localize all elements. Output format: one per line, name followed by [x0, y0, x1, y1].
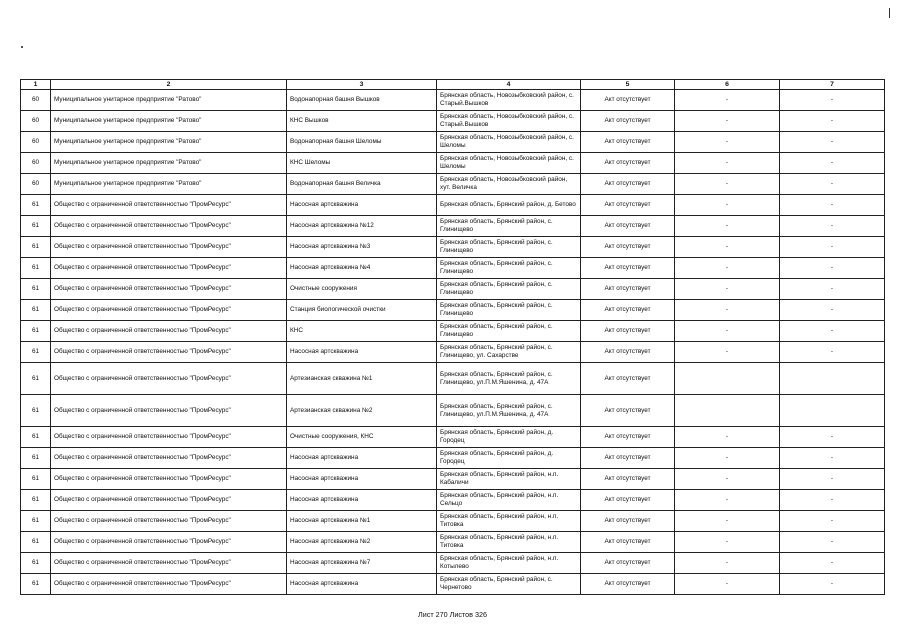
object-name: КНС — [287, 321, 437, 342]
table-row — [21, 195, 885, 216]
act-status: Акт отсутствует — [581, 469, 675, 490]
header-cell: 6 — [675, 80, 780, 90]
act-status: Акт отсутствует — [581, 427, 675, 448]
row-number: 61 — [21, 279, 51, 300]
table-row — [21, 111, 885, 132]
scan-speck — [21, 46, 23, 48]
object-address: Брянская область, Брянский район, с. Глинищево, ул.П.М.Яшенина, д. 47А — [437, 395, 581, 427]
object-address: Брянская область, Брянский район, н.п. Сельцо — [437, 490, 581, 511]
organization-name: Муниципальное унитарное предприятие "Ратово" — [51, 90, 287, 111]
act-status: Акт отсутствует — [581, 174, 675, 195]
organization-name: Муниципальное унитарное предприятие "Ратово" — [51, 111, 287, 132]
row-number: 60 — [21, 153, 51, 174]
row-number: 60 — [21, 174, 51, 195]
object-address: Брянская область, Новозыбковский район, хут. Величка — [437, 174, 581, 195]
column-7-value: - — [780, 574, 885, 595]
table-body — [21, 90, 885, 595]
act-status: Акт отсутствует — [581, 532, 675, 553]
act-status: Акт отсутствует — [581, 279, 675, 300]
organization-name: Муниципальное унитарное предприятие "Ратово" — [51, 132, 287, 153]
object-address: Брянская область, Брянский район, с. Глинищево — [437, 237, 581, 258]
column-6-value: - — [675, 174, 780, 195]
table-row — [21, 174, 885, 195]
row-number: 60 — [21, 132, 51, 153]
organization-name: Общество с ограниченной ответственностью "ПромРесурс" — [51, 195, 287, 216]
act-status: Акт отсутствует — [581, 216, 675, 237]
object-name: Водонапорная башня Величка — [287, 174, 437, 195]
page-footer: Лист 270 Листов 326 — [418, 610, 487, 619]
act-status: Акт отсутствует — [581, 321, 675, 342]
column-7-value: - — [780, 174, 885, 195]
row-number: 61 — [21, 300, 51, 321]
column-6-value: - — [675, 216, 780, 237]
table-row — [21, 511, 885, 532]
organization-name: Общество с ограниченной ответственностью "ПромРесурс" — [51, 342, 287, 363]
object-name: Артезианская скважина №2 — [287, 395, 437, 427]
object-address: Брянская область, Новозыбковский район, с. Шеломы — [437, 132, 581, 153]
column-7-value: - — [780, 237, 885, 258]
row-number: 61 — [21, 469, 51, 490]
organization-name: Общество с ограниченной ответственностью "ПромРесурс" — [51, 300, 287, 321]
act-status: Акт отсутствует — [581, 90, 675, 111]
column-7-value: - — [780, 427, 885, 448]
row-number: 61 — [21, 363, 51, 395]
object-name: Насосная артскважина — [287, 574, 437, 595]
organization-name: Общество с ограниченной ответственностью "ПромРесурс" — [51, 448, 287, 469]
row-number: 60 — [21, 111, 51, 132]
table-row — [21, 553, 885, 574]
object-address: Брянская область, Брянский район, н.п. Титовка — [437, 511, 581, 532]
table-row — [21, 279, 885, 300]
registry-table — [20, 79, 885, 595]
column-6-value — [675, 395, 780, 427]
object-name: Насосная артскважина №7 — [287, 553, 437, 574]
column-7-value: - — [780, 321, 885, 342]
column-7-value: - — [780, 216, 885, 237]
act-status: Акт отсутствует — [581, 553, 675, 574]
table-row — [21, 427, 885, 448]
object-name: Насосная артскважина №12 — [287, 216, 437, 237]
object-address: Брянская область, Брянский район, с. Глинищево — [437, 279, 581, 300]
column-7-value: - — [780, 111, 885, 132]
column-6-value: - — [675, 321, 780, 342]
table-row — [21, 90, 885, 111]
header-cell: 5 — [581, 80, 675, 90]
column-7-value: - — [780, 490, 885, 511]
column-6-value: - — [675, 300, 780, 321]
column-6-value: - — [675, 553, 780, 574]
row-number: 61 — [21, 532, 51, 553]
row-number: 61 — [21, 216, 51, 237]
column-6-value: - — [675, 532, 780, 553]
organization-name: Общество с ограниченной ответственностью "ПромРесурс" — [51, 279, 287, 300]
header-cell: 7 — [780, 80, 885, 90]
column-7-value: - — [780, 342, 885, 363]
object-name: Очистные сооружения — [287, 279, 437, 300]
organization-name: Муниципальное унитарное предприятие "Ратово" — [51, 153, 287, 174]
row-number: 61 — [21, 195, 51, 216]
column-7-value: - — [780, 258, 885, 279]
object-address: Брянская область, Новозыбковский район, с. Старый.Вышков — [437, 111, 581, 132]
column-6-value: - — [675, 574, 780, 595]
column-7-value: - — [780, 532, 885, 553]
object-name: Станция биологической очистки — [287, 300, 437, 321]
table-row — [21, 300, 885, 321]
table-row — [21, 395, 885, 427]
row-number: 61 — [21, 258, 51, 279]
column-6-value: - — [675, 132, 780, 153]
column-7-value: - — [780, 300, 885, 321]
column-7-value: - — [780, 153, 885, 174]
object-address: Брянская область, Брянский район, с. Глинищево — [437, 258, 581, 279]
column-6-value — [675, 363, 780, 395]
header-cell: 1 — [21, 80, 51, 90]
column-6-value: - — [675, 195, 780, 216]
column-7-value — [780, 395, 885, 427]
object-address: Брянская область, Брянский район, н.п. Титовка — [437, 532, 581, 553]
object-name: КНС Шеломы — [287, 153, 437, 174]
object-address: Брянская область, Брянский район, д. Городец — [437, 448, 581, 469]
row-number: 61 — [21, 427, 51, 448]
object-address: Брянская область, Брянский район, д. Городец — [437, 427, 581, 448]
table-header-row — [21, 80, 885, 90]
header-cell: 4 — [437, 80, 581, 90]
object-name: КНС Вышков — [287, 111, 437, 132]
act-status: Акт отсутствует — [581, 153, 675, 174]
act-status: Акт отсутствует — [581, 511, 675, 532]
organization-name: Общество с ограниченной ответственностью "ПромРесурс" — [51, 553, 287, 574]
organization-name: Общество с ограниченной ответственностью "ПромРесурс" — [51, 427, 287, 448]
column-7-value: - — [780, 279, 885, 300]
act-status: Акт отсутствует — [581, 258, 675, 279]
organization-name: Общество с ограниченной ответственностью "ПромРесурс" — [51, 321, 287, 342]
row-number: 61 — [21, 237, 51, 258]
object-name: Насосная артскважина №4 — [287, 258, 437, 279]
table-row — [21, 363, 885, 395]
act-status: Акт отсутствует — [581, 237, 675, 258]
row-number: 61 — [21, 448, 51, 469]
object-address: Брянская область, Брянский район, н.п. Кабаличи — [437, 469, 581, 490]
column-7-value: - — [780, 469, 885, 490]
column-6-value: - — [675, 279, 780, 300]
object-address: Брянская область, Новозыбковский район, с. Шеломы — [437, 153, 581, 174]
row-number: 61 — [21, 395, 51, 427]
act-status: Акт отсутствует — [581, 300, 675, 321]
object-name: Водонапорная башня Шеломы — [287, 132, 437, 153]
row-number: 61 — [21, 553, 51, 574]
object-name: Очистные сооружения, КНС — [287, 427, 437, 448]
act-status: Акт отсутствует — [581, 448, 675, 469]
object-name: Насосная артскважина — [287, 490, 437, 511]
column-6-value: - — [675, 448, 780, 469]
table-row — [21, 490, 885, 511]
act-status: Акт отсутствует — [581, 132, 675, 153]
organization-name: Общество с ограниченной ответственностью "ПромРесурс" — [51, 216, 287, 237]
column-6-value: - — [675, 90, 780, 111]
column-6-value: - — [675, 511, 780, 532]
row-number: 61 — [21, 342, 51, 363]
act-status: Акт отсутствует — [581, 363, 675, 395]
object-address: Брянская область, Брянский район, с. Глинищево — [437, 300, 581, 321]
column-6-value: - — [675, 427, 780, 448]
table-row — [21, 258, 885, 279]
object-name: Насосная артскважина — [287, 195, 437, 216]
column-7-value: - — [780, 553, 885, 574]
organization-name: Общество с ограниченной ответственностью "ПромРесурс" — [51, 490, 287, 511]
object-address: Брянская область, Новозыбковский район, с. Старый.Вышков — [437, 90, 581, 111]
column-7-value — [780, 363, 885, 395]
object-name: Насосная артскважина №3 — [287, 237, 437, 258]
column-6-value: - — [675, 153, 780, 174]
table-row — [21, 132, 885, 153]
table-row — [21, 448, 885, 469]
act-status: Акт отсутствует — [581, 111, 675, 132]
scan-mark — [889, 8, 890, 18]
object-name: Артезианская скважина №1 — [287, 363, 437, 395]
table-row — [21, 532, 885, 553]
organization-name: Общество с ограниченной ответственностью "ПромРесурс" — [51, 532, 287, 553]
row-number: 60 — [21, 90, 51, 111]
object-name: Насосная артскважина — [287, 342, 437, 363]
organization-name: Общество с ограниченной ответственностью "ПромРесурс" — [51, 511, 287, 532]
organization-name: Общество с ограниченной ответственностью "ПромРесурс" — [51, 469, 287, 490]
act-status: Акт отсутствует — [581, 574, 675, 595]
organization-name: Общество с ограниченной ответственностью "ПромРесурс" — [51, 574, 287, 595]
act-status: Акт отсутствует — [581, 490, 675, 511]
object-address: Брянская область, Брянский район, с. Глинищево, ул. Сахарстве — [437, 342, 581, 363]
column-7-value: - — [780, 132, 885, 153]
column-6-value: - — [675, 111, 780, 132]
table-row — [21, 342, 885, 363]
act-status: Акт отсутствует — [581, 195, 675, 216]
column-6-value: - — [675, 490, 780, 511]
header-cell: 3 — [287, 80, 437, 90]
table-row — [21, 216, 885, 237]
object-name: Насосная артскважина №1 — [287, 511, 437, 532]
row-number: 61 — [21, 574, 51, 595]
object-address: Брянская область, Брянский район, с. Чернетово — [437, 574, 581, 595]
column-7-value: - — [780, 511, 885, 532]
object-address: Брянская область, Брянский район, с. Глинищево — [437, 321, 581, 342]
column-7-value: - — [780, 90, 885, 111]
header-cell: 2 — [51, 80, 287, 90]
organization-name: Общество с ограниченной ответственностью "ПромРесурс" — [51, 363, 287, 395]
object-name: Насосная артскважина №2 — [287, 532, 437, 553]
column-6-value: - — [675, 469, 780, 490]
object-address: Брянская область, Брянский район, д. Бетово — [437, 195, 581, 216]
column-6-value: - — [675, 237, 780, 258]
object-address: Брянская область, Брянский район, н.п. Котылево — [437, 553, 581, 574]
row-number: 61 — [21, 490, 51, 511]
column-7-value: - — [780, 448, 885, 469]
table-row — [21, 321, 885, 342]
object-name: Водонапорная башня Вышков — [287, 90, 437, 111]
object-name: Насосная артскважина — [287, 469, 437, 490]
organization-name: Общество с ограниченной ответственностью "ПромРесурс" — [51, 395, 287, 427]
table-row — [21, 237, 885, 258]
table-row — [21, 469, 885, 490]
object-address: Брянская область, Брянский район, с. Глинищево, ул.П.М.Яшенина, д. 47А — [437, 363, 581, 395]
act-status: Акт отсутствует — [581, 395, 675, 427]
table-row — [21, 153, 885, 174]
column-6-value: - — [675, 342, 780, 363]
column-7-value: - — [780, 195, 885, 216]
organization-name: Общество с ограниченной ответственностью "ПромРесурс" — [51, 258, 287, 279]
organization-name: Муниципальное унитарное предприятие "Ратово" — [51, 174, 287, 195]
table-row — [21, 574, 885, 595]
organization-name: Общество с ограниченной ответственностью "ПромРесурс" — [51, 237, 287, 258]
object-name: Насосная артскважина — [287, 448, 437, 469]
row-number: 61 — [21, 511, 51, 532]
object-address: Брянская область, Брянский район, с. Глинищево — [437, 216, 581, 237]
column-6-value: - — [675, 258, 780, 279]
act-status: Акт отсутствует — [581, 342, 675, 363]
row-number: 61 — [21, 321, 51, 342]
